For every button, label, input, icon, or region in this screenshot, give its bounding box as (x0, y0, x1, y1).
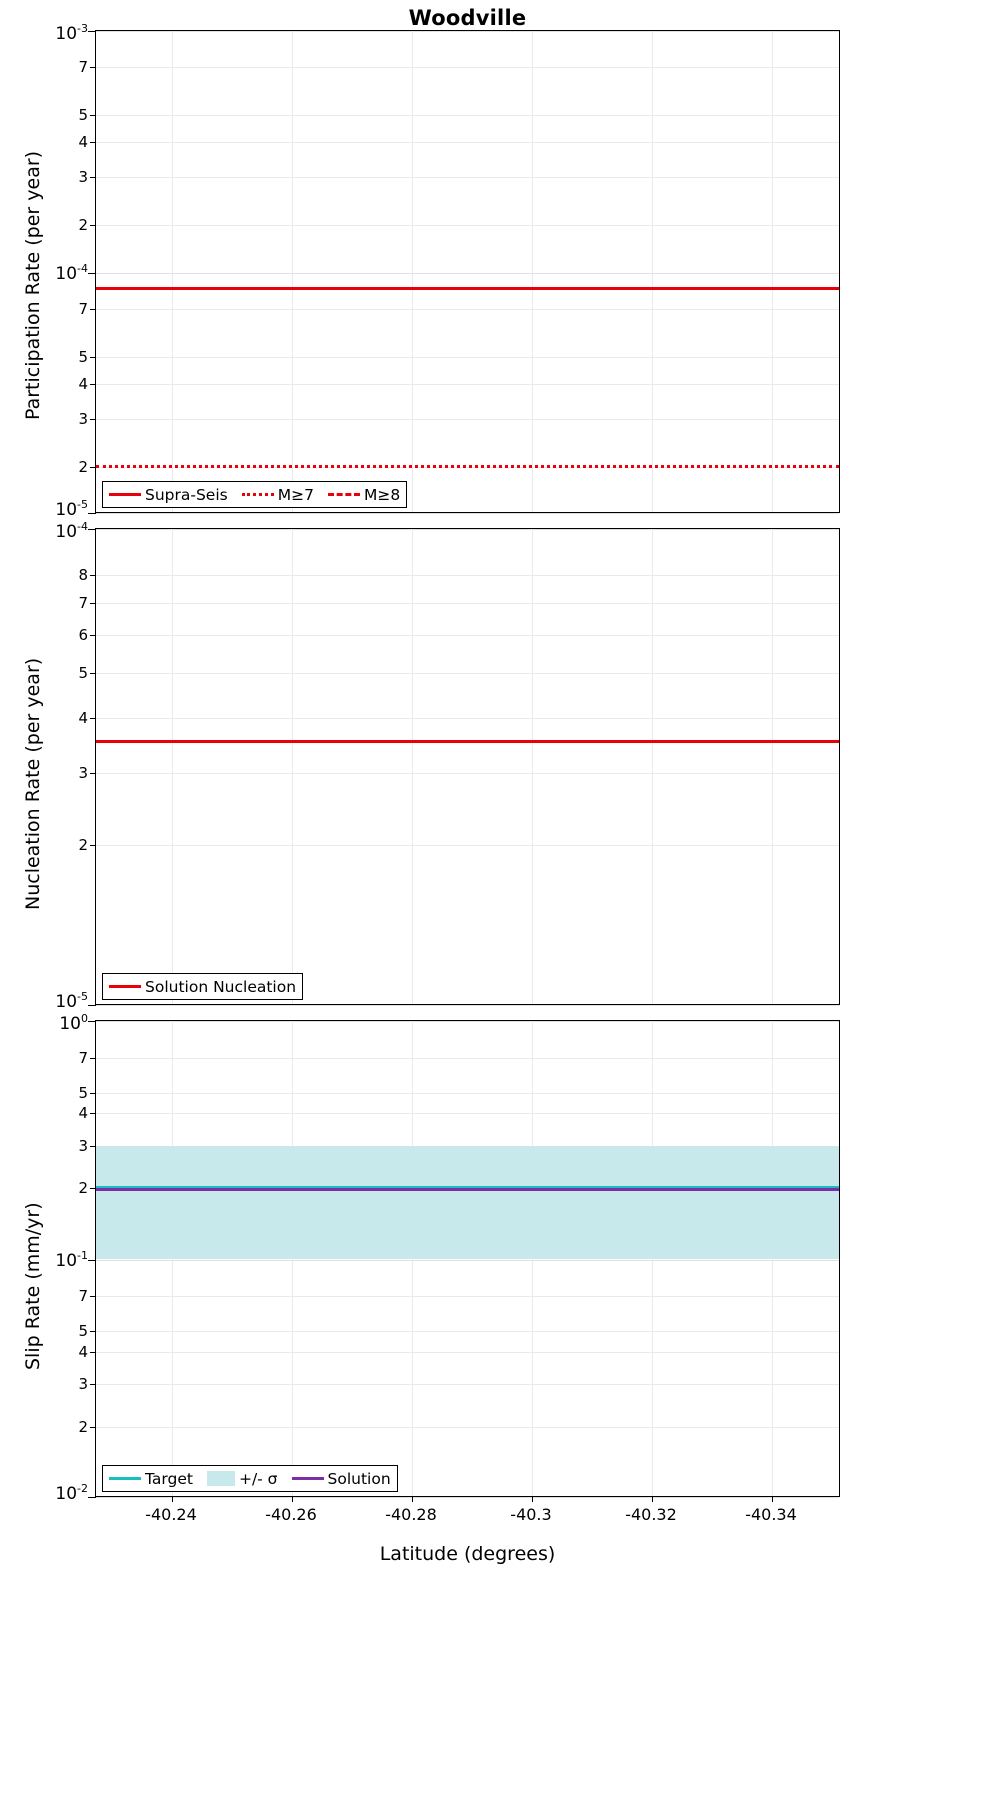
plot-area-nucleation-rate (55, 520, 839, 1012)
ytick-label: $10^0$ (59, 1012, 88, 1034)
ylabel-slip-rate: Slip Rate (mm/yr) (22, 1202, 44, 1370)
legend-label: M≥8 (363, 485, 401, 504)
xtick-label: -40.28 (385, 1505, 437, 1524)
ytick-label: $10^{-2}$ (55, 1482, 88, 1504)
xtick-label: -40.24 (145, 1505, 197, 1524)
ytick-label: 2 (78, 836, 88, 855)
xtick-label: -40.26 (265, 1505, 317, 1524)
ytick-label: 4 (78, 133, 88, 152)
ytick-label: 4 (78, 1104, 88, 1123)
ytick-label: $10^{-4}$ (55, 261, 88, 284)
xtick-label: -40.3 (510, 1505, 552, 1524)
line-sample-icon (109, 985, 141, 988)
band-sample-icon (207, 1471, 235, 1486)
ytick-label: $10^{-3}$ (55, 22, 88, 44)
ytick-label: $10^{-1}$ (55, 1248, 88, 1271)
line-sample-icon (328, 493, 360, 496)
panel-nucleation-rate (55, 520, 840, 1012)
ytick-label: 4 (78, 708, 88, 727)
legend-label: +/- σ (238, 1469, 278, 1488)
ytick-label: 5 (78, 1322, 88, 1341)
line-sample-icon (242, 493, 274, 496)
xtick-label: -40.32 (625, 1505, 677, 1524)
ytick-label: 3 (78, 168, 88, 187)
xtick-label: -40.34 (745, 1505, 797, 1524)
legend-label: Solution (327, 1469, 391, 1488)
plot-area-slip-rate (55, 1012, 839, 1504)
ytick-label: 7 (78, 1048, 88, 1067)
series-line-supra-seis (96, 287, 839, 290)
ytick-label: 7 (78, 594, 88, 612)
ytick-label: 5 (78, 663, 88, 682)
ytick-label: 3 (78, 1375, 88, 1394)
ytick-label: 7 (78, 1287, 88, 1306)
ytick-label: 4 (78, 1342, 88, 1361)
ytick-label: 2 (78, 216, 88, 235)
series-line-solution-nucleation (96, 740, 839, 743)
ytick-label: $10^{-4}$ (55, 520, 88, 542)
ytick-label: 6 (78, 626, 88, 645)
ytick-label: 3 (78, 1136, 88, 1155)
page-title: Woodville (408, 6, 527, 30)
ytick-label: 5 (78, 1083, 88, 1102)
legend-item-target (109, 1470, 193, 1488)
line-sample-icon (292, 1477, 324, 1480)
ytick-label: 8 (78, 566, 88, 585)
panel-participation-rate (55, 22, 840, 520)
legend-item-solution (292, 1470, 391, 1488)
ytick-label: 2 (78, 1179, 88, 1198)
line-sample-icon (109, 1477, 141, 1480)
legend-item-sigma (207, 1470, 278, 1488)
ytick-label: 2 (78, 1417, 88, 1436)
legend-label: Solution Nucleation (145, 977, 297, 996)
legend-item-solution-nucleation (109, 978, 296, 996)
ytick-label: 4 (78, 374, 88, 393)
ylabel-nucleation-rate: Nucleation Rate (per year) (22, 657, 44, 910)
legend-slip-rate (102, 1465, 398, 1492)
ytick-label: 3 (78, 409, 88, 428)
panel-slip-rate (55, 1012, 840, 1504)
plot-area-participation-rate (55, 22, 839, 520)
legend-label: Target (145, 1469, 193, 1488)
legend-participation-rate (102, 481, 407, 508)
ytick-label: 5 (78, 106, 88, 125)
series-line-m7 (96, 465, 839, 468)
ylabel-participation-rate: Participation Rate (per year) (22, 150, 44, 420)
series-line-solution (96, 1188, 839, 1191)
ytick-label: $10^{-5}$ (55, 990, 88, 1012)
ytick-label: 2 (78, 457, 88, 476)
legend-item-supra-seis (109, 486, 228, 504)
line-sample-icon (109, 493, 141, 496)
legend-label: Supra-Seis (145, 485, 228, 504)
legend-item-m7 (242, 486, 314, 504)
legend-nucleation-rate (102, 973, 303, 1000)
ytick-label: 5 (78, 347, 88, 366)
legend-label: M≥7 (277, 485, 314, 504)
xlabel: Latitude (degrees) (379, 1543, 556, 1565)
legend-item-m8 (328, 486, 400, 504)
series-band-sigma (96, 1146, 839, 1260)
ytick-label: 7 (78, 299, 88, 318)
ytick-label: 7 (78, 58, 88, 77)
ytick-label: $10^{-5}$ (55, 498, 88, 520)
ytick-label: 3 (78, 764, 88, 783)
